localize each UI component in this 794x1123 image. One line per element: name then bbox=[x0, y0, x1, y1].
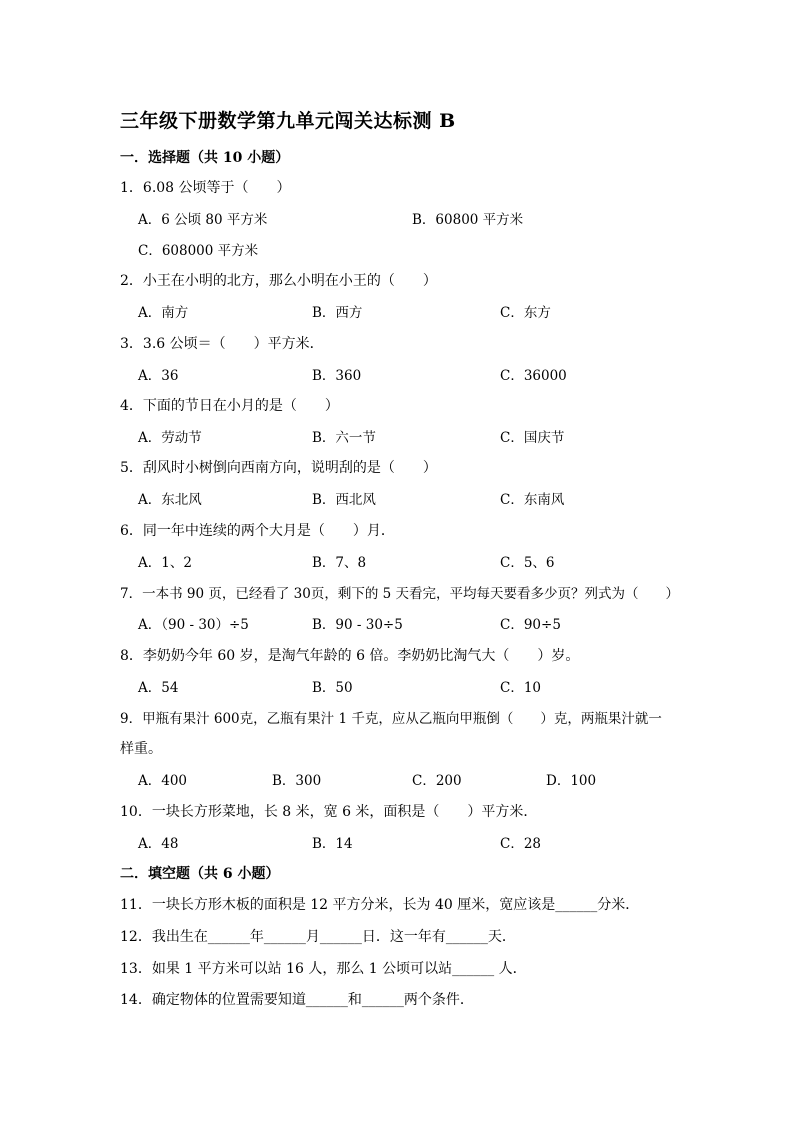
question-12: 12．我出生在______年______月______日．这一年有______天． bbox=[120, 929, 516, 945]
q9-option-a: A．400 bbox=[138, 773, 188, 789]
question-10: 10．一块长方形菜地，长 8 米，宽 6 米，面积是（ ）平方米． bbox=[120, 804, 538, 820]
q5-option-c: C．东南风 bbox=[500, 492, 565, 508]
q9-option-b: B．300 bbox=[272, 773, 322, 789]
q6-option-a: A．1、2 bbox=[138, 555, 192, 571]
question-6: 6．同一年中连续的两个大月是（ ）月． bbox=[120, 523, 395, 539]
q3-option-b: B．360 bbox=[312, 368, 362, 384]
q2-option-a: A．南方 bbox=[138, 305, 189, 321]
q6-option-c: C．5、6 bbox=[500, 555, 555, 571]
question-14: 14．确定物体的位置需要知道______和______两个条件． bbox=[120, 992, 474, 1008]
q10-option-b: B．14 bbox=[312, 836, 353, 852]
q10-option-a: A．48 bbox=[138, 836, 179, 852]
question-5: 5．刮风时小树倒向西南方向，说明刮的是（ ） bbox=[120, 460, 437, 476]
q1-option-c: C．608000 平方米 bbox=[138, 243, 259, 259]
q3-option-a: A．36 bbox=[138, 368, 179, 384]
q5-option-b: B．西北风 bbox=[312, 492, 376, 508]
q8-option-b: B．50 bbox=[312, 680, 353, 696]
q7-option-c: C．90÷5 bbox=[500, 617, 561, 633]
question-3: 3．3.6 公顷＝（ ）平方米． bbox=[120, 336, 324, 352]
q4-option-c: C．国庆节 bbox=[500, 430, 565, 446]
question-1: 1．6.08 公顷等于（ ） bbox=[120, 180, 291, 196]
q1-option-a: A．6 公顷 80 平方米 bbox=[138, 212, 268, 228]
q2-option-b: B．西方 bbox=[312, 305, 363, 321]
question-4: 4．下面的节日在小月的是（ ） bbox=[120, 398, 339, 414]
page-title: 三年级下册数学第九单元闯关达标测 B bbox=[120, 110, 456, 132]
q1-option-b: B．60800 平方米 bbox=[412, 212, 524, 228]
q8-option-c: C．10 bbox=[500, 680, 542, 696]
q6-option-b: B．7、8 bbox=[312, 555, 367, 571]
question-9-continued: 样重。 bbox=[120, 741, 162, 757]
section-heading-choice: 一．选择题（共 10 小题） bbox=[120, 150, 290, 166]
q7-option-b: B．90 - 30÷5 bbox=[312, 617, 403, 633]
question-8: 8．李奶奶今年 60 岁，是淘气年龄的 6 倍。李奶奶比淘气大（ ）岁。 bbox=[120, 648, 580, 664]
question-7: 7．一本书 90 页，已经看了 30页，剩下的 5 天看完，平均每天要看多少页？列式为（ ） bbox=[120, 586, 679, 602]
q2-option-c: C．东方 bbox=[500, 305, 551, 321]
q5-option-a: A．东北风 bbox=[138, 492, 202, 508]
q8-option-a: A．54 bbox=[138, 680, 179, 696]
q10-option-c: C．28 bbox=[500, 836, 542, 852]
q9-option-c: C．200 bbox=[412, 773, 462, 789]
q4-option-a: A．劳动节 bbox=[138, 430, 202, 446]
q4-option-b: B．六一节 bbox=[312, 430, 376, 446]
section-heading-fill: 二．填空题（共 6 小题） bbox=[120, 866, 280, 882]
q7-option-a: A．（90 - 30）÷5 bbox=[138, 617, 249, 633]
q3-option-c: C．36000 bbox=[500, 368, 567, 384]
q9-option-d: D．100 bbox=[546, 773, 597, 789]
question-2: 2．小王在小明的北方，那么小明在小王的（ ） bbox=[120, 273, 437, 289]
question-11: 11．一块长方形木板的面积是 12 平方分米，长为 40 厘米，宽应该是______分米． bbox=[120, 897, 640, 913]
question-9: 9．甲瓶有果汁 600克，乙瓶有果汁 1 千克，应从乙瓶向甲瓶倒（ ）克，两瓶果汁就一 bbox=[120, 711, 662, 727]
question-13: 13．如果 1 平方米可以站 16 人，那么 1 公顷可以站______ 人． bbox=[120, 961, 527, 977]
